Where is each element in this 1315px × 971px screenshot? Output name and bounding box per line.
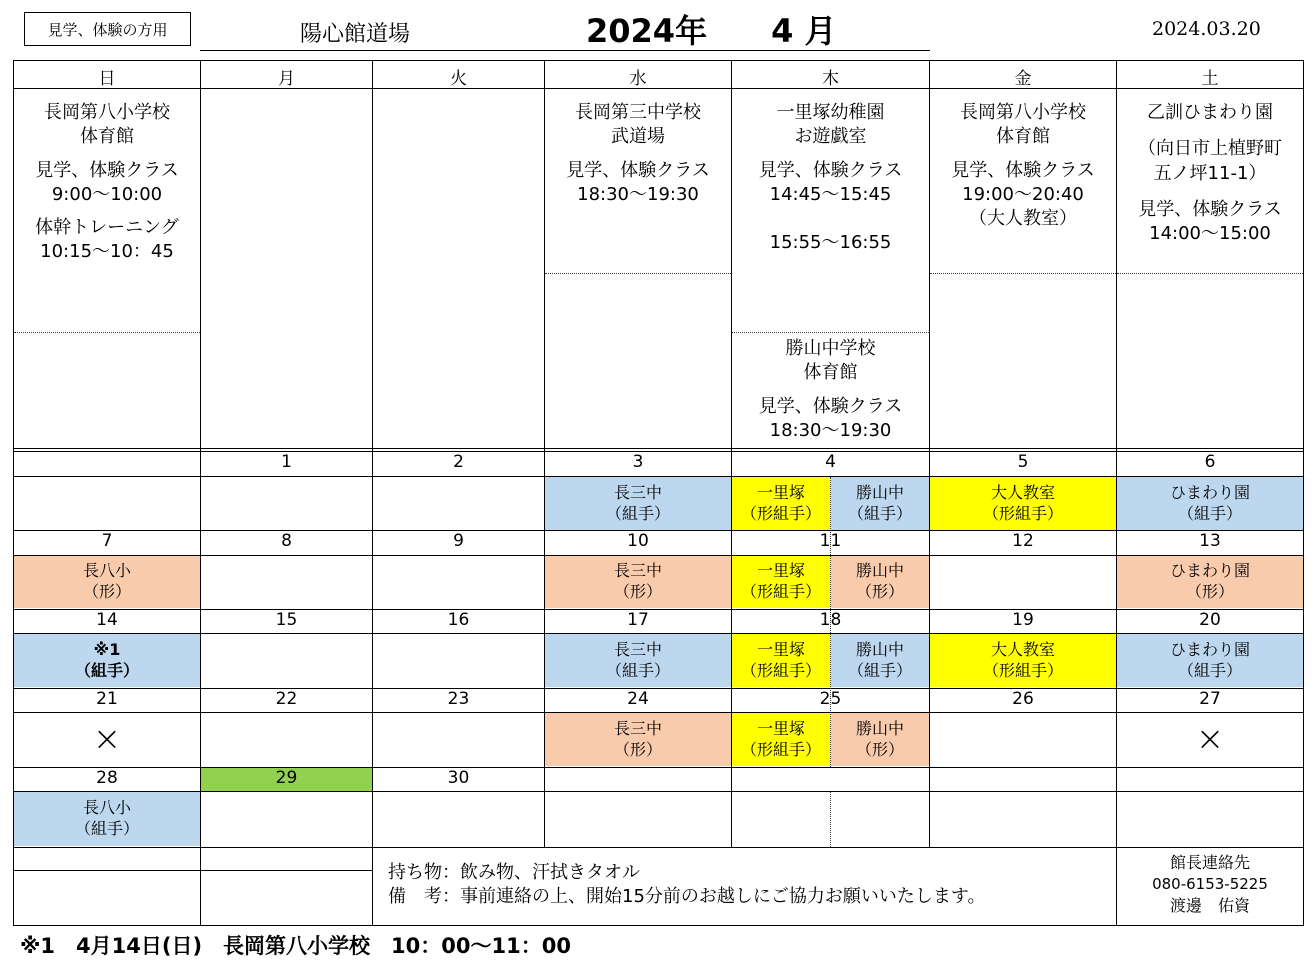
day-number: 13 [1199,531,1221,551]
venue-thu-b: 勝山中学校 体育館 見学、体験クラス 18:30～19:30 [758,338,903,441]
event-cell: 長八小 （組手） [14,792,200,846]
page-title: 2024年 4 月 [586,12,837,50]
day-number: 15 [275,610,298,630]
day-number: 25 [819,689,842,709]
day-number: 10 [627,531,649,551]
footnote: ※1 4月14日(日) 長岡第八小学校 10：00～11：00 [20,934,571,958]
day-number: 1 [281,452,292,472]
day-number: 17 [627,610,649,630]
day-number: 9 [453,531,464,551]
event-cell: 長三中 （形） [545,556,731,608]
event-cell: 一里塚 （形組手） [732,477,830,530]
day-number: 16 [447,610,470,630]
event-cell: ひまわり園 （組手） [1117,477,1303,530]
day-number: 19 [1012,610,1034,630]
event-cell: 長三中 （組手） [545,477,731,530]
event-cell: 勝山中 （組手） [831,477,929,530]
event-cell: 長三中 （組手） [545,634,731,687]
items-note: 持ち物：飲み物、汗拭きタオル [388,862,640,883]
day-number: 22 [275,689,298,709]
issue-date: 2024.03.20 [1152,18,1261,40]
day-number: 5 [1017,452,1029,472]
day-number: 29 [275,768,298,788]
day-number: 20 [1199,610,1221,630]
day-number: 26 [1012,689,1034,709]
day-number: 7 [101,531,113,551]
weekday-mon: 月 [278,69,295,89]
day-number: 2 [453,452,464,472]
event-cell: 大人教室 （形組手） [930,634,1116,687]
day-number: 18 [819,610,842,630]
weekday-thu: 木 [822,69,839,89]
event-cell: ※1 （組手） [14,634,200,687]
venue-wed: 長岡第三中学校 武道場 見学、体験クラス 18:30～19:30 [566,102,710,205]
day-number: 11 [819,531,842,551]
event-cell: ひまわり園 （形） [1117,556,1303,608]
cross-mark: × [92,719,122,760]
contact-title: 館長連絡先 [1169,853,1250,872]
day-number: 12 [1012,531,1034,551]
weekday-sat: 土 [1201,69,1219,89]
day-number: 30 [447,768,470,788]
day-number: 6 [1204,452,1216,472]
event-cell: 勝山中 （組手） [831,634,929,687]
contact-phone: 080-6153-5225 [1152,875,1268,894]
venue-thu-a: 一里塚幼稚園 お遊戯室 見学、体験クラス 14:45～15:45 15:55～16:55 [758,102,903,254]
weekday-sun: 日 [98,69,116,89]
event-cell: ひまわり園 （組手） [1117,634,1303,687]
weekday-fri: 金 [1014,69,1032,89]
day-number: 27 [1199,689,1221,709]
day-number: 21 [96,689,118,709]
day-number: 14 [96,610,118,630]
audience-label: 見学、体験の方用 [47,20,168,39]
day-number: 24 [627,689,649,709]
day-number: 28 [96,768,118,788]
dojo-name: 陽心館道場 [300,22,411,47]
venue-sun: 長岡第八小学校 体育館 見学、体験クラス 9:00～10:00 体幹トレーニング 10:15～10：45 [35,102,179,263]
day-number: 4 [825,452,836,472]
contact-name: 渡邊 佑資 [1169,896,1250,916]
event-cell: 一里塚 （形組手） [732,634,830,687]
event-cell: 大人教室 （形組手） [930,477,1116,530]
event-cell: 勝山中 （形） [831,556,929,608]
event-cell: 長三中 （形） [545,713,731,766]
day-number: 3 [632,452,644,472]
weekday-tue: 火 [450,69,467,89]
contact-box [1117,852,1303,918]
venue-sat: 乙訓ひまわり園 （向日市上植野町 五ノ坪11-1） 見学、体験クラス 14:00～15:00 [1138,102,1282,245]
venue-fri: 長岡第八小学校 体育館 見学、体験クラス 19:00～20:40 （大人教室） [951,102,1095,230]
event-cell: 長八小 （形） [14,556,200,608]
day-number: 23 [447,689,470,709]
event-cell: 一里塚 （形組手） [732,556,830,608]
cross-mark: × [1195,719,1225,760]
event-cell: 勝山中 （形） [831,713,929,766]
day-number: 8 [281,531,292,551]
weekday-wed: 水 [629,69,647,89]
event-cell: 一里塚 （形組手） [732,713,830,766]
remarks-note: 備 考：事前連絡の上、開始15分前のお越しにご協力お願いいたします。 [388,886,986,907]
